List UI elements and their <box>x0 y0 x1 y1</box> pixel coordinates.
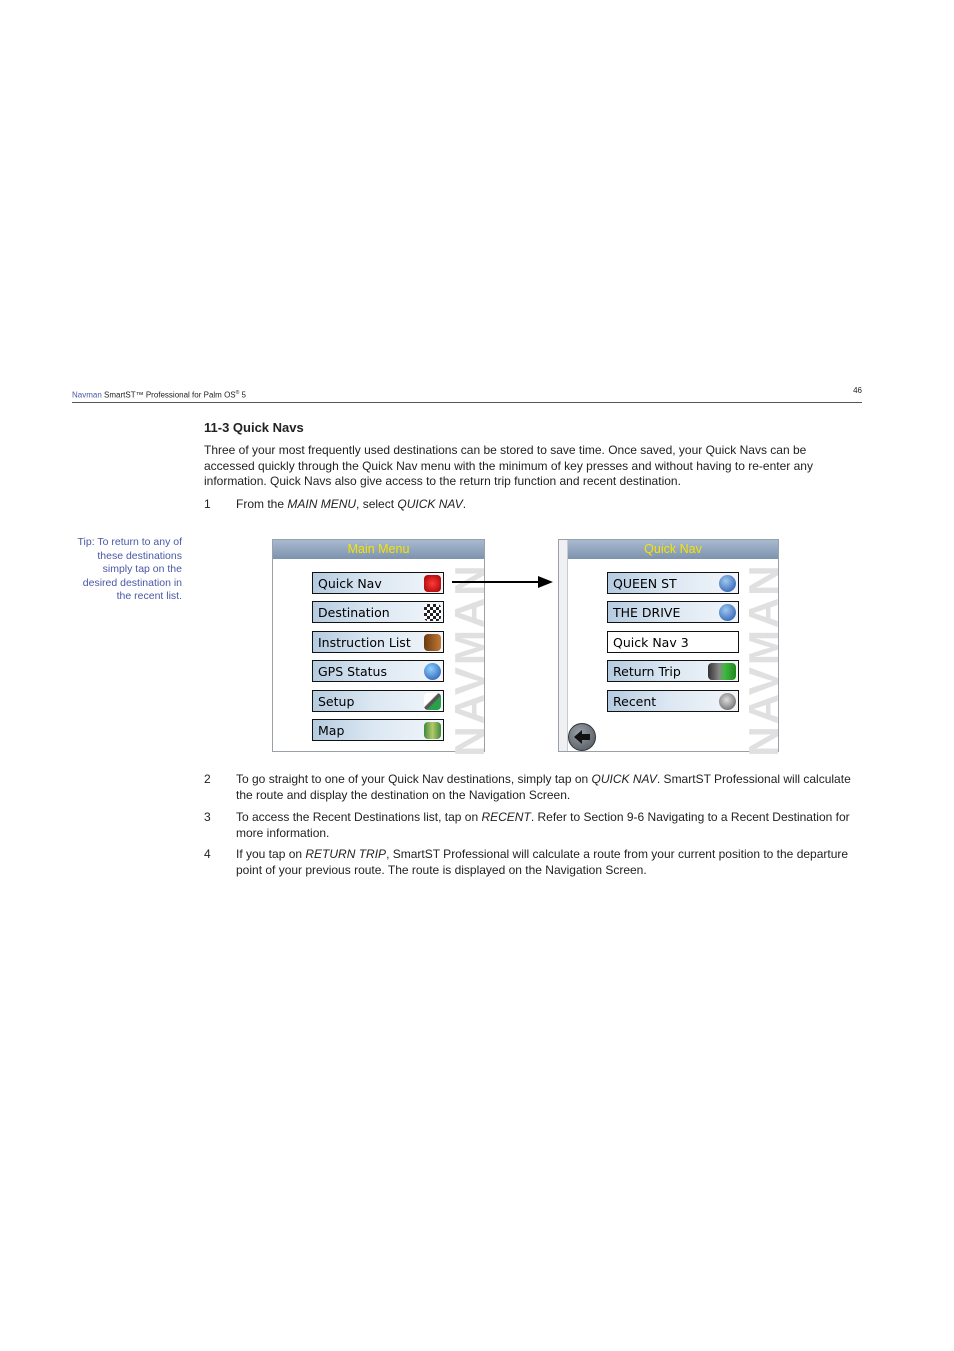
person-icon <box>719 575 736 592</box>
step-emphasis: RECENT <box>481 810 531 824</box>
step-text: . Refer to Section 9-6 Navigating to a Recent Destination for more information. <box>236 810 850 840</box>
main-menu-screen <box>272 539 493 757</box>
page-number: 46 <box>853 386 862 395</box>
button-label: THE DRIVE <box>613 605 681 620</box>
step-text: To go straight to one of your Quick Nav destinations, simply tap on <box>236 772 592 786</box>
main-menu-title: Main Menu <box>273 540 484 559</box>
the-drive-button[interactable] <box>607 601 739 623</box>
car-icon <box>424 575 441 592</box>
quick-nav-title: Quick Nav <box>568 540 778 559</box>
navman-watermark: NAVMAN <box>740 563 787 757</box>
step-2 <box>204 771 864 803</box>
step-text: To access the Recent Destinations list, tap on <box>236 810 482 824</box>
step-text: . SmartST Professional will calculate the route and display the destination on the Navigation Screen. <box>236 772 851 802</box>
button-label: Recent <box>613 694 657 709</box>
instruction-list-button[interactable] <box>312 631 444 653</box>
button-label: Setup <box>318 694 355 709</box>
product-version: 5 <box>241 390 246 400</box>
product-name: SmartST™ Professional for Palm OS <box>104 390 236 400</box>
tools-icon <box>424 693 441 710</box>
queen-st-button[interactable] <box>607 572 739 594</box>
setup-button[interactable] <box>312 690 444 712</box>
button-label: Instruction List <box>318 635 411 650</box>
tip-note: Tip: To return to any of these destinations simply tap on the desired destination in the recent list. <box>77 536 182 602</box>
registered-mark: ® <box>235 390 240 396</box>
button-label: Map <box>318 723 345 738</box>
button-label: Return Trip <box>613 664 681 679</box>
page-header <box>72 386 862 403</box>
return-trip-button[interactable] <box>607 660 739 682</box>
screen-edge <box>559 540 568 751</box>
step-emphasis: QUICK NAV <box>397 497 463 511</box>
brand-name: Navman <box>72 390 102 400</box>
return-flag-icon <box>708 663 736 680</box>
step-text: , select <box>356 497 398 511</box>
button-label: Destination <box>318 605 390 620</box>
globe-icon <box>424 663 441 680</box>
step-emphasis: RETURN TRIP <box>305 847 387 861</box>
quick-nav-screen <box>558 539 787 757</box>
button-label: GPS Status <box>318 664 387 679</box>
step-number: 3 <box>204 810 211 824</box>
step-3 <box>204 809 864 841</box>
arrow-right-icon <box>452 574 556 590</box>
step-emphasis: MAIN MENU <box>287 497 357 511</box>
step-text: . <box>462 497 467 511</box>
checkered-flag-icon <box>424 604 441 621</box>
quick-nav-button[interactable] <box>312 572 444 594</box>
back-arrow-icon <box>569 724 595 750</box>
navman-watermark: NAVMAN <box>446 563 493 757</box>
step-number: 1 <box>204 497 211 511</box>
step-number: 4 <box>204 847 211 861</box>
step-1 <box>204 496 864 512</box>
step-text: , SmartST Professional will calculate a route from your current position to the departure point of your previous route. The route is displayed on the Navigation Screen. <box>236 847 849 877</box>
gps-status-button[interactable] <box>312 660 444 682</box>
step-text: From the <box>236 497 288 511</box>
section-title: 11-3 Quick Navs <box>204 420 304 435</box>
recent-button[interactable] <box>607 690 739 712</box>
button-label: Quick Nav 3 <box>613 635 689 650</box>
intro-paragraph: Three of your most frequently used destinations can be stored to save time. Once saved, your Quick Navs can be accessed quickly through the Quick Nav menu with the minimum of key presses and without having to re-enter any information. Quick Navs also give access to the return trip function and recent destination. <box>204 443 813 488</box>
button-label: QUEEN ST <box>613 576 677 591</box>
book-icon <box>424 634 441 651</box>
quick-nav-3-button[interactable] <box>607 631 739 653</box>
step-text: If you tap on <box>236 847 306 861</box>
step-emphasis: QUICK NAV <box>591 772 657 786</box>
step-number: 2 <box>204 772 211 786</box>
back-button[interactable] <box>568 723 596 751</box>
clock-icon <box>719 693 736 710</box>
car-icon <box>719 604 736 621</box>
step-4 <box>204 846 864 878</box>
button-label: Quick Nav <box>318 576 382 591</box>
destination-button[interactable] <box>312 601 444 623</box>
map-button[interactable] <box>312 719 444 741</box>
map-icon <box>424 722 441 739</box>
